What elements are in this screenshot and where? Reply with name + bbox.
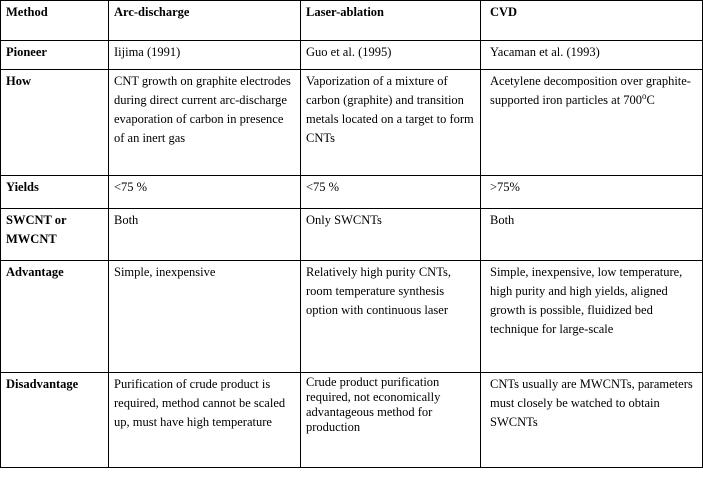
table-header-row xyxy=(1,1,703,41)
cell-cvd-yields: >75% xyxy=(481,176,703,209)
cell-arc-how: CNT growth on graphite electrodes during direct current arc-discharge evaporation of carbon in presence of an inert gas xyxy=(109,70,301,176)
cell-arc-pioneer: Iijima (1991) xyxy=(109,41,301,70)
table-row-yields xyxy=(1,176,703,209)
cell-arc-yields: <75 % xyxy=(109,176,301,209)
cell-cvd-disadvantage: CNTs usually are MWCNTs, parameters must closely be watched to obtain SWCNTs xyxy=(481,373,703,468)
cvd-how-text: Acetylene decomposition over graphite-supported iron particles at 700 xyxy=(490,74,691,107)
header-laser-ablation: Laser-ablation xyxy=(301,1,481,41)
cell-cvd-pioneer: Yacaman et al. (1993) xyxy=(481,41,703,70)
table-row-how xyxy=(1,70,703,176)
table-row-swcnt-mwcnt xyxy=(1,209,703,261)
table-row-pioneer xyxy=(1,41,703,70)
cell-arc-disadvantage: Purification of crude product is required, method cannot be scaled up, must have high temperature xyxy=(109,373,301,468)
cell-cvd-swcnt-mwcnt: Both xyxy=(481,209,703,261)
cell-laser-yields: <75 % xyxy=(301,176,481,209)
cell-laser-disadvantage: Crude product purification required, not economically advantageous method for production xyxy=(301,373,481,468)
degree-superscript: o xyxy=(642,90,647,101)
table-row-advantage xyxy=(1,261,703,373)
cell-laser-how: Vaporization of a mixture of carbon (graphite) and transition metals located on a target to form CNTs xyxy=(301,70,481,176)
cell-arc-swcnt-mwcnt: Both xyxy=(109,209,301,261)
cell-laser-swcnt-mwcnt: Only SWCNTs xyxy=(301,209,481,261)
header-method: Method xyxy=(1,1,109,41)
cell-cvd-how xyxy=(481,70,703,176)
cvd-how-unit: C xyxy=(646,93,655,107)
row-label-advantage: Advantage xyxy=(1,261,109,373)
row-label-how: How xyxy=(1,70,109,176)
row-label-swcnt-mwcnt: SWCNT or MWCNT xyxy=(1,209,109,261)
cell-laser-pioneer: Guo et al. (1995) xyxy=(301,41,481,70)
cell-cvd-advantage: Simple, inexpensive, low temperature, high purity and high yields, aligned growth is possible, fluidized bed technique for large-scale xyxy=(481,261,703,373)
header-cvd: CVD xyxy=(481,1,703,41)
row-label-disadvantage: Disadvantage xyxy=(1,373,109,468)
header-arc-discharge: Arc-discharge xyxy=(109,1,301,41)
cell-arc-advantage: Simple, inexpensive xyxy=(109,261,301,373)
table-row-disadvantage xyxy=(1,373,703,468)
row-label-pioneer: Pioneer xyxy=(1,41,109,70)
row-label-yields: Yields xyxy=(1,176,109,209)
cell-laser-advantage: Relatively high purity CNTs, room temperature synthesis option with continuous laser xyxy=(301,261,481,373)
